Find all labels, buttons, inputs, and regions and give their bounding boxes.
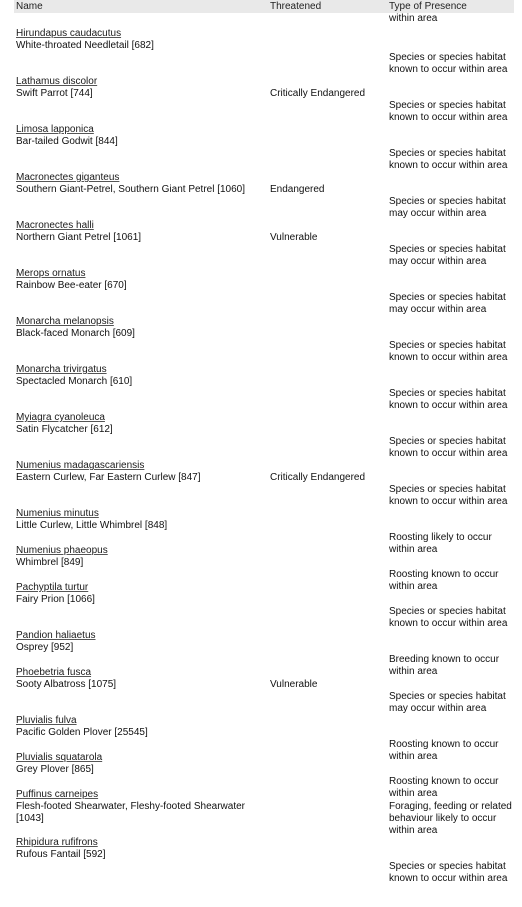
presence-type: Species or species habitat known to occur within area	[389, 436, 508, 459]
presence-type: Species or species habitat known to occur within area	[389, 52, 508, 75]
species-common-name: Southern Giant-Petrel, Southern Giant Petrel [1060]	[16, 184, 246, 195]
threatened-status: Endangered	[270, 184, 325, 195]
species-common-name: Eastern Curlew, Far Eastern Curlew [847]	[16, 472, 201, 483]
species-scientific-name-link[interactable]: Numenius madagascariensis	[16, 460, 145, 471]
species-scientific-name-link[interactable]: Phoebetria fusca	[16, 667, 92, 678]
species-common-name: Rainbow Bee-eater [670]	[16, 280, 127, 291]
presence-type: Species or species habitat may occur within area	[389, 292, 506, 315]
species-common-name: Swift Parrot [744]	[16, 88, 93, 99]
species-common-name: Pacific Golden Plover [25545]	[16, 727, 148, 738]
presence-type: Species or species habitat may occur within area	[389, 691, 506, 714]
presence-type: Roosting likely to occur within area	[389, 532, 492, 555]
species-common-name: Northern Giant Petrel [1061]	[16, 232, 142, 243]
presence-type: Species or species habitat may occur within area	[389, 244, 506, 267]
presence-type: Species or species habitat known to occur within area	[389, 484, 508, 507]
presence-type: Roosting known to occur within area	[389, 739, 499, 762]
species-scientific-name-link[interactable]: Limosa lapponica	[16, 124, 94, 135]
species-common-name: Satin Flycatcher [612]	[16, 424, 113, 435]
species-scientific-name-link[interactable]: Pluvialis squatarola	[16, 752, 103, 763]
threatened-status: Critically Endangered	[270, 88, 366, 99]
column-header-threatened: Threatened	[270, 1, 322, 12]
column-header-presence: Type of Presence	[389, 1, 467, 12]
presence-type: Roosting known to occur within area	[389, 569, 499, 592]
species-scientific-name-link[interactable]: Macronectes halli	[16, 220, 94, 231]
species-common-name: Grey Plover [865]	[16, 764, 94, 775]
species-scientific-name-link[interactable]: Lathamus discolor	[16, 76, 98, 87]
presence-type: Species or species habitat known to occur within area	[389, 861, 508, 884]
species-common-name: Flesh-footed Shearwater, Fleshy-footed Shearwater [1043]	[16, 801, 246, 824]
species-common-name: Fairy Prion [1066]	[16, 594, 95, 605]
species-scientific-name-link[interactable]: Pachyptila turtur	[16, 582, 89, 593]
species-scientific-name-link[interactable]: Macronectes giganteus	[16, 172, 120, 183]
species-common-name: Whimbrel [849]	[16, 557, 84, 568]
species-scientific-name-link[interactable]: Pluvialis fulva	[16, 715, 77, 726]
presence-type: Species or species habitat known to occur within area	[389, 100, 508, 123]
presence-type: Species or species habitat may occur within area	[389, 196, 506, 219]
presence-type: Species or species habitat known to occur within area	[389, 340, 508, 363]
species-scientific-name-link[interactable]: Monarcha trivirgatus	[16, 364, 107, 375]
presence-type: Species or species habitat known to occur within area	[389, 388, 508, 411]
presence-type: Species or species habitat known to occur within area	[389, 606, 508, 629]
species-common-name: Osprey [952]	[16, 642, 74, 653]
species-common-name: White-throated Needletail [682]	[16, 40, 154, 51]
species-scientific-name-link[interactable]: Hirundapus caudacutus	[16, 28, 122, 39]
presence-continuation: within area	[389, 13, 438, 24]
presence-type: Foraging, feeding or related behaviour likely to occur within area	[389, 801, 512, 836]
species-common-name: Little Curlew, Little Whimbrel [848]	[16, 520, 168, 531]
species-scientific-name-link[interactable]: Pandion haliaetus	[16, 630, 96, 641]
presence-type: Species or species habitat known to occur within area	[389, 148, 508, 171]
species-common-name: Spectacled Monarch [610]	[16, 376, 133, 387]
column-header-name: Name	[16, 1, 43, 12]
species-scientific-name-link[interactable]: Myiagra cyanoleuca	[16, 412, 105, 423]
presence-type: Breeding known to occur within area	[389, 654, 500, 677]
threatened-status: Vulnerable	[270, 679, 318, 690]
threatened-status: Critically Endangered	[270, 472, 366, 483]
species-scientific-name-link[interactable]: Numenius minutus	[16, 508, 99, 519]
species-common-name: Black-faced Monarch [609]	[16, 328, 135, 339]
species-scientific-name-link[interactable]: Numenius phaeopus	[16, 545, 108, 556]
threatened-status: Vulnerable	[270, 232, 318, 243]
species-scientific-name-link[interactable]: Merops ornatus	[16, 268, 86, 279]
species-common-name: Bar-tailed Godwit [844]	[16, 136, 118, 147]
species-scientific-name-link[interactable]: Monarcha melanopsis	[16, 316, 114, 327]
species-scientific-name-link[interactable]: Rhipidura rufifrons	[16, 837, 98, 848]
species-common-name: Sooty Albatross [1075]	[16, 679, 117, 690]
species-scientific-name-link[interactable]: Puffinus carneipes	[16, 789, 99, 800]
presence-type: Roosting known to occur within area	[389, 776, 499, 799]
species-common-name: Rufous Fantail [592]	[16, 849, 106, 860]
